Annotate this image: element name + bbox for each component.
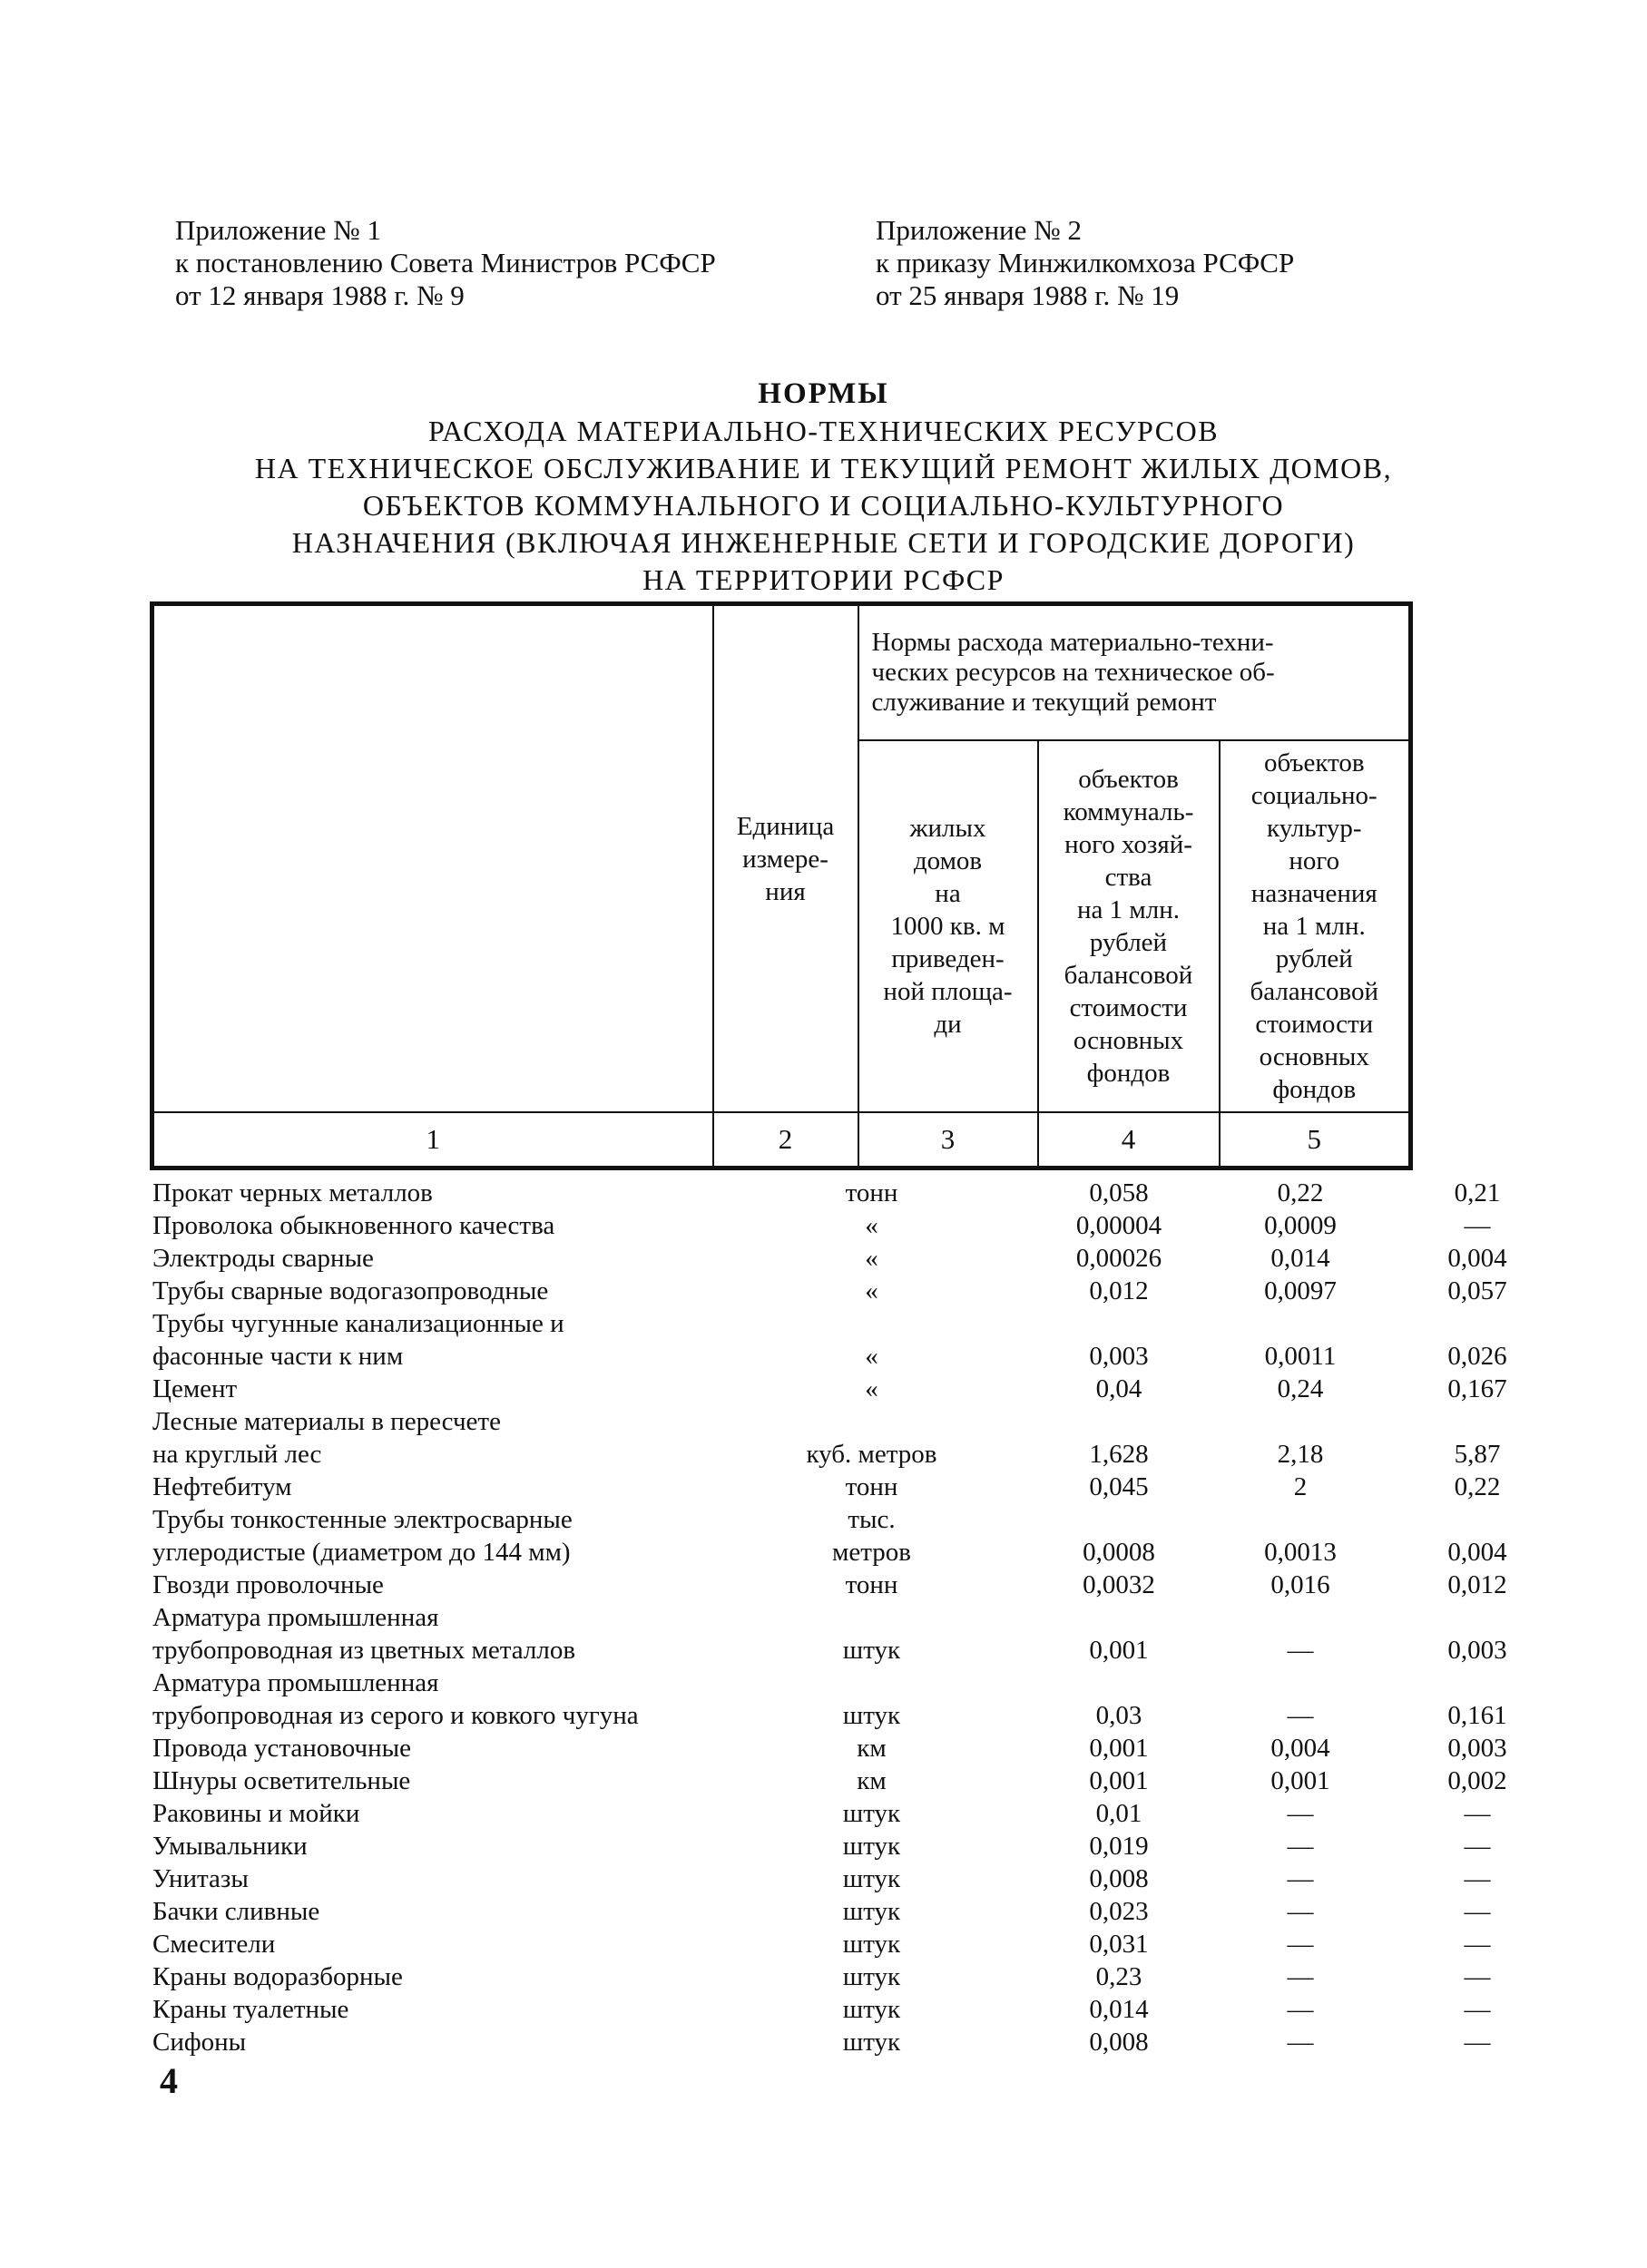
header-col5-line: объектов	[1263, 748, 1365, 777]
header-unit-line: измере-	[742, 844, 828, 874]
page-number: 4	[160, 2060, 178, 2101]
value-cell-c3: 0,23	[1095, 1962, 1142, 1991]
material-name-line: Нефтебитум	[152, 1472, 292, 1501]
material-name	[152, 1667, 639, 1732]
header-col4-line: ного хозяй-	[1064, 830, 1192, 859]
table-row	[152, 1601, 1507, 1667]
material-name	[152, 1993, 348, 2026]
material-name	[152, 1960, 403, 1993]
value-cell-c5: 0,004	[1447, 1244, 1507, 1273]
header-col3-line: жилых	[909, 814, 986, 843]
value-cell-c5: —	[1464, 1799, 1491, 1828]
unit-cell: штук	[842, 1864, 901, 1893]
value-cell-c4: 0,0013	[1264, 1538, 1337, 1567]
material-name	[152, 1765, 410, 1797]
unit-line: метров	[832, 1538, 911, 1567]
header-col5-line: балансовой	[1250, 977, 1379, 1006]
material-name-line: Умывальники	[152, 1832, 308, 1861]
value-cell-c4: —	[1287, 1930, 1314, 1959]
value-cell-c4: —	[1287, 1701, 1314, 1730]
table-row	[152, 1503, 1507, 1569]
title-line: НАЗНАЧЕНИЯ (ВКЛЮЧАЯ ИНЖЕНЕРНЫЕ СЕТИ И ГОРОДСКИЕ ДОРОГИ)	[291, 526, 1356, 559]
header-group-line: Нормы расхода материально-техни-	[871, 628, 1274, 657]
header-col5-line: фондов	[1272, 1075, 1357, 1104]
material-name-line: трубопроводная из серого и ковкого чугуна	[152, 1701, 639, 1730]
annex-left-date: от 12 января 1988 г. № 9	[175, 279, 465, 311]
material-name-line: фасонные части к ним	[152, 1342, 404, 1371]
header-group-line: ческих ресурсов на техническое об-	[871, 658, 1275, 687]
material-name-line: Краны водоразборные	[152, 1962, 403, 1991]
value-cell-c3: 0,001	[1089, 1766, 1149, 1795]
value-cell-c4: 2	[1293, 1472, 1308, 1501]
material-name	[152, 1830, 308, 1862]
value-cell-c5: —	[1464, 1930, 1491, 1959]
header-group-cell	[858, 604, 1411, 741]
header-col3-line: на	[935, 879, 961, 908]
material-name-line: Трубы чугунные канализационные и	[152, 1309, 564, 1338]
table-row	[152, 1569, 1507, 1601]
header-col3-line: приведен-	[891, 944, 1005, 973]
table-row	[152, 1177, 1501, 1209]
material-name	[152, 1732, 411, 1765]
header-col5-line: ного	[1289, 846, 1340, 875]
value-cell-c3: 0,008	[1089, 1864, 1149, 1893]
unit-cell: штук	[842, 1832, 901, 1861]
header-col4-cell	[1038, 740, 1220, 1112]
value-cell-c5: —	[1464, 1832, 1491, 1861]
table-row	[152, 1797, 1491, 1830]
unit-cell	[715, 1503, 1028, 1569]
unit-cell: куб. метров	[806, 1440, 937, 1469]
material-name-line: Трубы тонкостенные электросварные	[152, 1505, 573, 1534]
column-number: 3	[858, 1112, 1038, 1168]
header-col5-line: стоимости	[1255, 1010, 1374, 1039]
material-name	[152, 1373, 237, 1405]
value-cell-c5: —	[1464, 1211, 1491, 1240]
unit-cell: штук	[842, 1636, 901, 1665]
material-name-line: Лесные материалы в пересчете	[152, 1407, 501, 1436]
unit-line: тыс.	[848, 1505, 896, 1534]
header-col5-cell	[1220, 740, 1411, 1112]
header-col5-line: основных	[1259, 1042, 1369, 1071]
column-number: 1	[152, 1112, 713, 1168]
table-row	[152, 1471, 1501, 1503]
header-col4-line: балансовой	[1064, 961, 1193, 990]
table-row	[152, 1928, 1491, 1960]
unit-cell: «	[865, 1342, 878, 1371]
material-name	[152, 1503, 573, 1569]
material-name	[152, 2026, 246, 2058]
value-cell-c5: 0,167	[1447, 1374, 1507, 1403]
value-cell-c4: —	[1287, 1995, 1314, 2024]
unit-cell: штук	[842, 1962, 901, 1991]
material-name	[152, 1209, 554, 1242]
value-cell-c3: 1,628	[1089, 1440, 1149, 1469]
value-cell-c4: 0,0009	[1264, 1211, 1337, 1240]
table-row	[152, 1405, 1501, 1471]
unit-cell: штук	[842, 1995, 901, 2024]
material-name-line: Краны туалетные	[152, 1995, 349, 2024]
value-cell-c3: 0,01	[1095, 1799, 1142, 1828]
unit-cell: «	[865, 1276, 878, 1305]
value-cell-c5: 0,026	[1447, 1342, 1507, 1371]
material-name-line: Унитазы	[152, 1864, 249, 1893]
material-name	[152, 1797, 359, 1830]
unit-cell: км	[857, 1766, 887, 1795]
value-cell-c5: 0,21	[1454, 1178, 1501, 1207]
header-unit-line: ния	[765, 876, 806, 906]
value-cell-c4: 0,016	[1270, 1570, 1330, 1599]
header-unit-line: Единица	[736, 811, 835, 841]
value-cell-c5: 0,161	[1447, 1701, 1507, 1730]
material-name	[152, 1601, 575, 1667]
unit-cell: «	[865, 1244, 878, 1273]
unit-cell: «	[865, 1211, 878, 1240]
value-cell-c3: 0,0008	[1083, 1538, 1155, 1567]
value-cell-c3: 0,014	[1089, 1995, 1149, 2024]
header-col3-cell	[858, 740, 1038, 1112]
value-cell-c3: 0,012	[1089, 1276, 1149, 1305]
value-cell-c4: —	[1287, 1832, 1314, 1861]
table-row	[152, 1667, 1507, 1732]
table-row	[152, 1895, 1491, 1928]
value-cell-c3: 0,04	[1095, 1374, 1142, 1403]
value-cell-c5: 0,003	[1447, 1636, 1507, 1665]
annex-left-title: Приложение № 1	[175, 214, 381, 246]
annex-right-order: к приказу Минжилкомхоза РСФСР	[876, 247, 1295, 279]
unit-cell: штук	[842, 1799, 901, 1828]
table-row	[152, 1993, 1491, 2026]
value-cell-c4: 2,18	[1277, 1440, 1324, 1469]
value-cell-c3: 0,00026	[1075, 1244, 1162, 1273]
table-row	[152, 1242, 1507, 1275]
header-col3-line: ди	[934, 1010, 962, 1039]
header-col4-line: рублей	[1089, 928, 1168, 957]
title-line: НА ТЕХНИЧЕСКОЕ ОБСЛУЖИВАНИЕ И ТЕКУЩИЙ РЕМОНТ ЖИЛЫХ ДОМОВ,	[254, 452, 1393, 484]
material-name-line: Трубы сварные водогазопроводные	[152, 1276, 549, 1305]
column-number: 2	[713, 1112, 858, 1168]
material-name-line: углеродистые (диаметром до 144 мм)	[152, 1538, 571, 1567]
table-row	[152, 1275, 1507, 1307]
unit-cell: тонн	[845, 1472, 898, 1501]
header-col3-line: ной площа-	[883, 977, 1013, 1006]
value-cell-c5: 0,057	[1447, 1276, 1507, 1305]
material-name	[152, 1242, 374, 1275]
annex-right-date: от 25 января 1988 г. № 19	[876, 279, 1180, 311]
header-col3-line: домов	[913, 846, 983, 875]
value-cell-c4: —	[1287, 1897, 1314, 1926]
table-row	[152, 1830, 1491, 1862]
annex-left-decree: к постановлению Совета Министров РСФСР	[175, 247, 716, 279]
header-col4-line: ства	[1104, 863, 1152, 892]
value-cell-c4: —	[1287, 1864, 1314, 1893]
value-cell-c5: —	[1464, 1897, 1491, 1926]
value-cell-c5: —	[1464, 1995, 1491, 2024]
column-number: 4	[1038, 1112, 1220, 1168]
table-row	[152, 1862, 1491, 1895]
value-cell-c4: —	[1287, 1962, 1314, 1991]
value-cell-c5: —	[1464, 1864, 1491, 1893]
value-cell-c5: —	[1464, 2028, 1491, 2057]
title-line: РАСХОДА МАТЕРИАЛЬНО-ТЕХНИЧЕСКИХ РЕСУРСОВ	[427, 415, 1220, 447]
material-name	[152, 1569, 384, 1601]
title-line: ОБЪЕКТОВ КОММУНАЛЬНОГО И СОЦИАЛЬНО-КУЛЬТУРНОГО	[362, 489, 1285, 522]
header-col5-line: социально-	[1250, 781, 1377, 810]
value-cell-c4: —	[1287, 1799, 1314, 1828]
material-name-line: Шнуры осветительные	[152, 1766, 411, 1795]
value-cell-c4: —	[1287, 2028, 1314, 2057]
value-cell-c3: 0,031	[1089, 1930, 1149, 1959]
material-name-line: трубопроводная из цветных металлов	[152, 1636, 576, 1665]
annex-right	[876, 214, 1294, 312]
table-header	[150, 601, 1413, 1170]
material-name	[152, 1895, 319, 1928]
header-col5-line: на 1 млн.	[1262, 912, 1366, 941]
unit-cell: штук	[842, 2028, 901, 2057]
table-row	[152, 1209, 1491, 1242]
header-col4-line: коммуналь-	[1063, 797, 1194, 826]
unit-cell: штук	[842, 1897, 901, 1926]
annex-right-title: Приложение № 2	[876, 214, 1082, 246]
value-cell-c4: 0,004	[1270, 1734, 1330, 1763]
material-name-line: Цемент	[152, 1374, 238, 1403]
material-name-line: Электроды сварные	[152, 1244, 374, 1273]
header-name-cell	[152, 604, 713, 1113]
material-name	[152, 1862, 249, 1895]
table-body	[152, 1177, 1507, 2058]
material-name	[152, 1275, 548, 1307]
header-col5-line: рублей	[1275, 944, 1353, 973]
value-cell-c5: 0,002	[1447, 1766, 1507, 1795]
value-cell-c4: 0,001	[1270, 1766, 1330, 1795]
material-name	[152, 1471, 292, 1503]
title-main: НОРМЫ	[758, 377, 889, 410]
header-col3-line: 1000 кв. м	[890, 912, 1005, 941]
value-cell-c5: 5,87	[1454, 1440, 1501, 1469]
value-cell-c4: —	[1287, 1636, 1314, 1665]
value-cell-c5: 0,22	[1454, 1472, 1501, 1501]
material-name-line: Смесители	[152, 1930, 276, 1959]
material-name-line: Раковины и мойки	[152, 1799, 360, 1828]
value-cell-c3: 0,019	[1089, 1832, 1149, 1861]
header-col4-line: на 1 млн.	[1077, 895, 1180, 924]
material-name-line: Арматура промышленная	[152, 1668, 439, 1697]
value-cell-c3: 0,058	[1089, 1178, 1149, 1207]
material-name-line: на круглый лес	[152, 1440, 322, 1469]
value-cell-c5: —	[1464, 1962, 1491, 1991]
value-cell-c3: 0,045	[1089, 1472, 1149, 1501]
unit-cell: тонн	[845, 1178, 898, 1207]
header-group-line: служивание и текущий ремонт	[871, 688, 1217, 717]
value-cell-c3: 0,003	[1089, 1342, 1149, 1371]
material-name-line: Провода установочные	[152, 1734, 411, 1763]
header-col5-line: назначения	[1250, 879, 1377, 908]
value-cell-c4: 0,0097	[1264, 1276, 1337, 1305]
value-cell-c3: 0,023	[1089, 1897, 1149, 1926]
material-name-line: Проволока обыкновенного качества	[152, 1211, 555, 1240]
material-name-line: Гвозди проволочные	[152, 1570, 384, 1599]
material-name-line: Бачки сливные	[152, 1897, 320, 1926]
material-name	[152, 1405, 501, 1471]
value-cell-c3: 0,001	[1089, 1636, 1149, 1665]
unit-cell: км	[857, 1734, 887, 1763]
unit-cell: штук	[842, 1930, 901, 1959]
table-row	[152, 1960, 1491, 1993]
value-cell-c3: 0,001	[1089, 1734, 1149, 1763]
value-cell-c3: 0,03	[1095, 1701, 1142, 1730]
value-cell-c3: 0,0032	[1083, 1570, 1155, 1599]
table-row	[152, 2026, 1491, 2058]
header-col4-line: объектов	[1078, 765, 1179, 794]
material-name-line: Арматура промышленная	[152, 1603, 439, 1632]
header-unit-cell	[713, 604, 858, 1113]
column-number: 5	[1220, 1112, 1411, 1168]
material-name-line: Сифоны	[152, 2028, 247, 2057]
value-cell-c4: 0,24	[1277, 1374, 1324, 1403]
value-cell-c3: 0,00004	[1075, 1211, 1162, 1240]
unit-cell: «	[865, 1374, 878, 1403]
document-title	[0, 376, 1647, 599]
table-row	[152, 1307, 1507, 1373]
material-name-line: Прокат черных металлов	[152, 1178, 433, 1207]
header-col4-line: фондов	[1086, 1059, 1171, 1088]
unit-cell: тонн	[845, 1570, 898, 1599]
value-cell-c4: 0,22	[1277, 1178, 1324, 1207]
header-col4-line: основных	[1073, 1026, 1184, 1055]
material-name	[152, 1307, 564, 1373]
unit-cell: штук	[842, 1701, 901, 1730]
material-name	[152, 1928, 275, 1960]
value-cell-c3: 0,008	[1089, 2028, 1149, 2057]
value-cell-c5: 0,004	[1447, 1538, 1507, 1567]
value-cell-c5: 0,003	[1447, 1734, 1507, 1763]
table-row	[152, 1373, 1507, 1405]
title-line: НА ТЕРРИТОРИИ РСФСР	[642, 563, 1005, 596]
table-row	[152, 1765, 1507, 1797]
annex-left	[175, 214, 716, 312]
value-cell-c4: 0,014	[1270, 1244, 1330, 1273]
value-cell-c4: 0,0011	[1264, 1342, 1337, 1371]
header-col5-line: культур-	[1267, 814, 1362, 843]
table-row	[152, 1732, 1507, 1765]
header-col4-line: стоимости	[1069, 993, 1188, 1022]
value-cell-c5: 0,012	[1447, 1570, 1507, 1599]
material-name	[152, 1177, 433, 1209]
